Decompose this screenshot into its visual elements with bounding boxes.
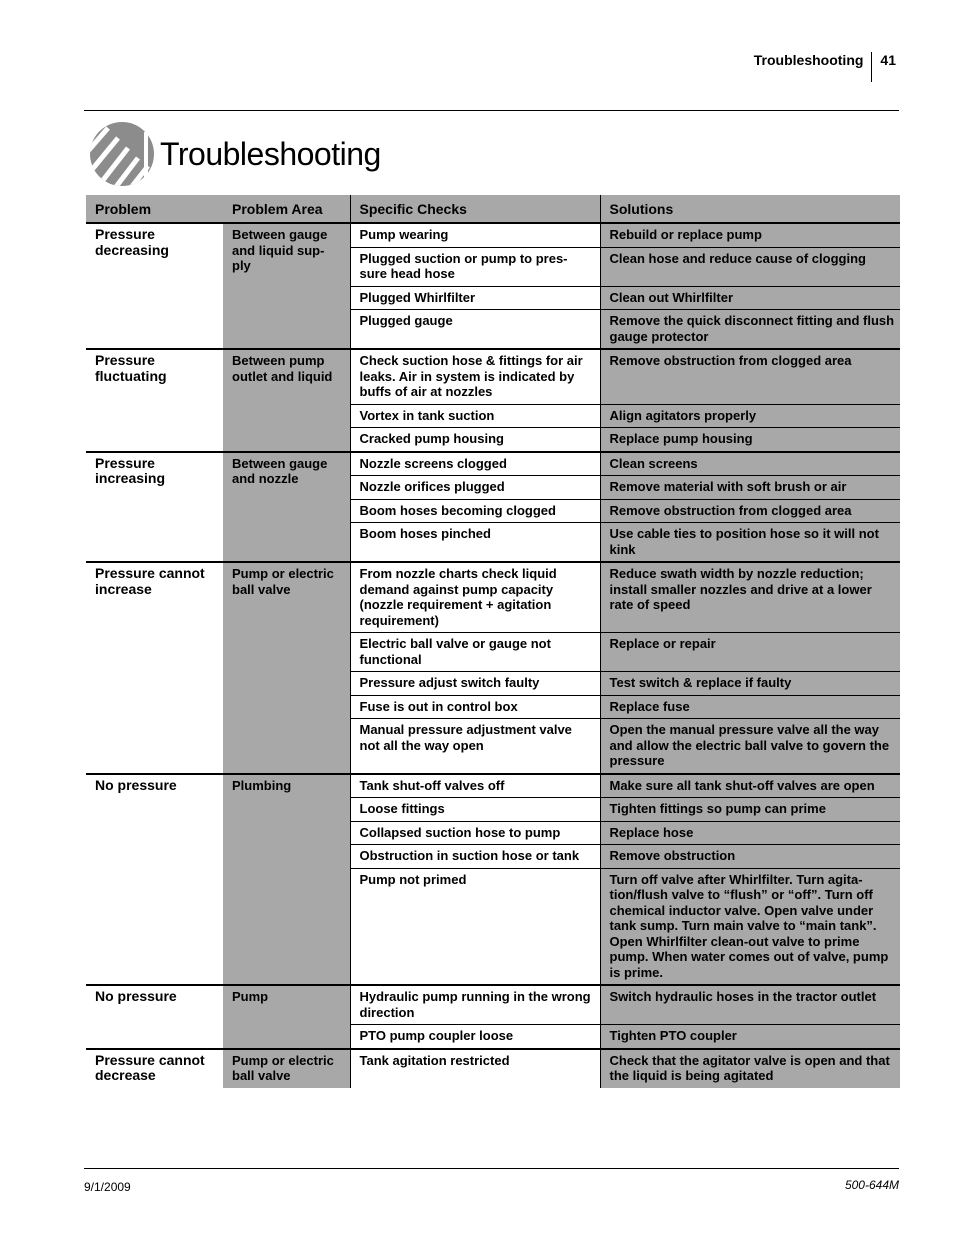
running-head-section: Troubleshooting xyxy=(753,52,864,68)
solution-cell: Switch hydraulic hoses in the tractor outlet xyxy=(600,985,900,1025)
solution-cell: Turn off valve after Whirlfilter. Turn agita-tion/flush valve to “flush” or “off”. Turn off chemical inductor valve. Open valve under tank sump. Turn main valve to “main tank”. Open Whirlfilter clean-out valve to prime pump. When water comes out of valve, pump is prime. xyxy=(600,868,900,985)
problem-cell: No pressure xyxy=(86,985,223,1049)
solution-cell: Replace or repair xyxy=(600,633,900,672)
solution-cell: Test switch & replace if faulty xyxy=(600,672,900,696)
solution-cell: Tighten fittings so pump can prime xyxy=(600,798,900,822)
solution-cell: Replace hose xyxy=(600,821,900,845)
check-cell: Cracked pump housing xyxy=(350,428,600,452)
check-cell: PTO pump coupler loose xyxy=(350,1025,600,1049)
problem-cell: Pressure cannot decrease xyxy=(86,1049,223,1088)
solution-cell: Use cable ties to position hose so it will not kink xyxy=(600,523,900,563)
solution-cell: Replace pump housing xyxy=(600,428,900,452)
footer-doc-number: 500-644M xyxy=(844,1178,899,1192)
check-cell: Tank shut-off valves off xyxy=(350,774,600,798)
check-cell: Electric ball valve or gauge not functional xyxy=(350,633,600,672)
solution-cell: Remove obstruction from clogged area xyxy=(600,349,900,404)
solution-cell: Remove material with soft brush or air xyxy=(600,476,900,500)
check-cell: Vortex in tank suction xyxy=(350,404,600,428)
solution-cell: Remove the quick disconnect fitting and flush gauge protector xyxy=(600,310,900,350)
header-problem: Problem xyxy=(86,195,223,223)
page-number: 41 xyxy=(880,52,896,68)
running-head xyxy=(754,52,896,82)
problem-area-cell: Plumbing xyxy=(223,774,350,986)
problem-area-cell: Between pump outlet and liquid xyxy=(223,349,350,452)
check-cell: Tank agitation restricted xyxy=(350,1049,600,1088)
table-row xyxy=(86,452,900,476)
solution-cell: Clean hose and reduce cause of clogging xyxy=(600,247,900,286)
solution-cell: Align agitators properly xyxy=(600,404,900,428)
check-cell: Pump not primed xyxy=(350,868,600,985)
solution-cell: Tighten PTO coupler xyxy=(600,1025,900,1049)
table-row xyxy=(86,562,900,633)
check-cell: Manual pressure adjustment valve not all the way open xyxy=(350,719,600,774)
check-cell: Plugged gauge xyxy=(350,310,600,350)
problem-cell: Pressure fluctuating xyxy=(86,349,223,452)
title-block xyxy=(88,120,381,188)
solution-cell: Clean out Whirlfilter xyxy=(600,286,900,310)
troubleshooting-table xyxy=(86,195,900,1088)
problem-area-cell: Between gauge and nozzle xyxy=(223,452,350,563)
check-cell: Pump wearing xyxy=(350,223,600,247)
solution-cell: Open the manual pressure valve all the way and allow the electric ball valve to govern the pressure xyxy=(600,719,900,774)
problem-cell: Pressure increasing xyxy=(86,452,223,563)
page-title: Troubleshooting xyxy=(160,135,381,172)
header-specific-checks: Specific Checks xyxy=(350,195,600,223)
problem-cell: Pressure decreasing xyxy=(86,223,223,349)
check-cell: Loose fittings xyxy=(350,798,600,822)
solution-cell: Clean screens xyxy=(600,452,900,476)
top-rule xyxy=(84,110,899,111)
table-row xyxy=(86,985,900,1025)
table-row xyxy=(86,223,900,247)
check-cell: Obstruction in suction hose or tank xyxy=(350,845,600,869)
check-cell: Nozzle screens clogged xyxy=(350,452,600,476)
solution-cell: Replace fuse xyxy=(600,695,900,719)
header-solutions: Solutions xyxy=(600,195,900,223)
solution-cell: Rebuild or replace pump xyxy=(600,223,900,247)
check-cell: Plugged suction or pump to pres-sure head hose xyxy=(350,247,600,286)
problem-cell: Pressure cannot increase xyxy=(86,562,223,774)
header-problem-area: Problem Area xyxy=(223,195,350,223)
check-cell: Boom hoses becoming clogged xyxy=(350,499,600,523)
check-cell: Plugged Whirlfilter xyxy=(350,286,600,310)
table-row xyxy=(86,1049,900,1088)
check-cell: Check suction hose & fittings for air leaks. Air in system is indicated by buffs of air at nozzles xyxy=(350,349,600,404)
check-cell: Pressure adjust switch faulty xyxy=(350,672,600,696)
problem-area-cell: Pump or electric ball valve xyxy=(223,1049,350,1088)
table-row xyxy=(86,774,900,798)
bottom-rule xyxy=(84,1168,899,1169)
solution-cell: Make sure all tank shut-off valves are open xyxy=(600,774,900,798)
solution-cell: Check that the agitator valve is open and that the liquid is being agitated xyxy=(600,1049,900,1088)
table-row xyxy=(86,349,900,404)
check-cell: Collapsed suction hose to pump xyxy=(350,821,600,845)
solution-cell: Reduce swath width by nozzle reduction; install smaller nozzles and drive at a lower rate of speed xyxy=(600,562,900,633)
check-cell: Nozzle orifices plugged xyxy=(350,476,600,500)
problem-area-cell: Pump or electric ball valve xyxy=(223,562,350,774)
solution-cell: Remove obstruction from clogged area xyxy=(600,499,900,523)
check-cell: Fuse is out in control box xyxy=(350,695,600,719)
problem-area-cell: Pump xyxy=(223,985,350,1049)
problem-cell: No pressure xyxy=(86,774,223,986)
footer-date: 9/1/2009 xyxy=(84,1180,131,1194)
section-logo-icon xyxy=(88,120,156,188)
problem-area-cell: Between gauge and liquid sup-ply xyxy=(223,223,350,349)
check-cell: Boom hoses pinched xyxy=(350,523,600,563)
solution-cell: Remove obstruction xyxy=(600,845,900,869)
check-cell: From nozzle charts check liquid demand against pump capacity (nozzle requirement + agitation requirement) xyxy=(350,562,600,633)
table-header-row xyxy=(86,195,900,223)
check-cell: Hydraulic pump running in the wrong direction xyxy=(350,985,600,1025)
